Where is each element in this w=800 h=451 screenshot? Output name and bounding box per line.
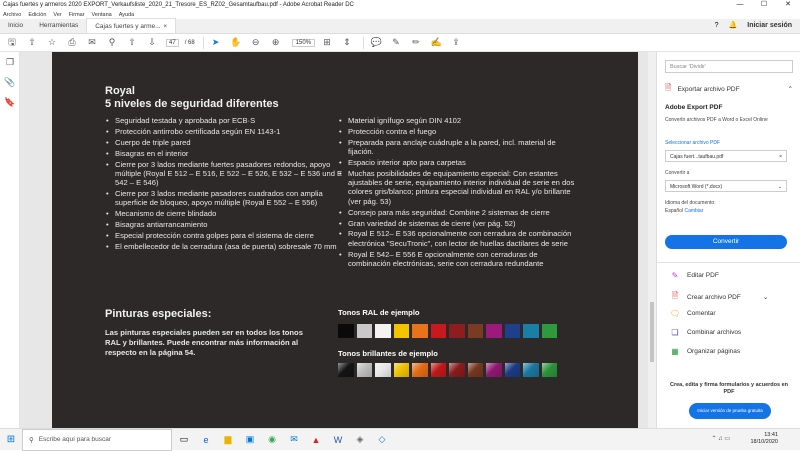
list-item: • El embellecedor de la cerradura (asa de puerta) sobresale 70 mm [105, 242, 350, 251]
list-item: • Cierre por 3 lados mediante fuertes pasadores redondos, apoyo múltiple (Royal E 512 – E 516, E 522 – E 526, E 532 – E 536 und E 542 – E 546) [105, 160, 350, 188]
list-item: • Cuerpo de triple pared [105, 138, 350, 147]
print-icon[interactable]: ⎙ [68, 37, 76, 47]
heading-royal: Royal [105, 85, 135, 97]
tool-edit-pdf[interactable] [669, 271, 719, 280]
ral-color-swatch [357, 324, 373, 338]
ral-swatches-title: Tonos RAL de ejemplo [338, 308, 420, 317]
export-pdf-header[interactable] [665, 82, 793, 96]
list-item: • Royal E 542– E 556 E opcionalmente con cerraduras de combinación electrónicas, serie con cerradura redundante [338, 250, 578, 269]
ral-color-swatch [412, 324, 428, 338]
adobe-export-pdf-block [665, 104, 793, 124]
list-item: • Protección contra el fuego [338, 127, 578, 136]
select-file-label[interactable]: Seleccionar archivo PDF [665, 140, 721, 146]
bookmark-icon[interactable]: 🔖 [4, 96, 16, 107]
left-navigation-rail [0, 52, 20, 428]
tabbar-right [715, 21, 792, 29]
gloss-color-swatch [375, 363, 391, 377]
maximize-button[interactable]: ☐ [760, 1, 768, 8]
tab-bar [0, 19, 800, 34]
tool-label: Editar PDF [687, 272, 719, 279]
panel-divider [657, 262, 800, 263]
list-item: • Bisagras antiarrancamiento [105, 220, 350, 229]
comment-icon[interactable]: 💬 [370, 37, 382, 47]
list-item: • Material ignífugo según DIN 4102 [338, 116, 578, 125]
hand-icon[interactable]: ✋ [230, 37, 242, 47]
minimize-button[interactable]: — [736, 1, 744, 8]
tool-create-pdf[interactable] [669, 290, 768, 304]
tool-comment[interactable] [669, 309, 716, 318]
sign-icon[interactable]: ✍ [430, 37, 442, 47]
list-item: • Espacio interior apto para carpetas [338, 158, 578, 167]
list-item: • Mecanismo de cierre blindado [105, 209, 350, 218]
tab-document-label: Cajas fuertes y arme... [95, 23, 161, 30]
mail-icon[interactable]: ✉ [88, 37, 96, 47]
combine-files-icon: ❏ [671, 328, 679, 337]
page-number-input[interactable]: 47 [166, 39, 179, 47]
gloss-swatches-title: Tonos brillantes de ejemplo [338, 349, 438, 358]
taskbar-search[interactable] [22, 429, 172, 451]
aep-title: Adobe Export PDF [665, 104, 723, 111]
toolbar-divider [363, 37, 364, 49]
language-value: Español [665, 208, 684, 214]
windows-taskbar [0, 428, 800, 450]
ral-color-swatch [394, 324, 410, 338]
chevron-down-icon: ⌄ [777, 184, 782, 190]
upload-icon[interactable]: ⇧ [28, 37, 36, 47]
window-titlebar [0, 0, 800, 10]
language-label: Idioma del documento: [665, 200, 716, 206]
list-item: • Cierre por 3 lados mediante pasadores cuadrados con amplia superficie de bloqueo, apoyo múltiple (Royal E 552 – E 556) [105, 189, 350, 208]
search-icon: ⚲ [29, 436, 34, 444]
ral-color-swatch [338, 324, 354, 338]
convert-format-select[interactable] [665, 180, 787, 192]
taskbar-clock[interactable] [750, 432, 778, 446]
ral-color-swatch [449, 324, 465, 338]
gloss-color-swatch [468, 363, 484, 377]
tab-tools[interactable]: Herramientas [39, 22, 79, 29]
ral-swatch-row [338, 324, 557, 338]
pages-thumbnail-icon[interactable]: ❐ [5, 56, 15, 67]
highlight-icon[interactable]: ✎ [392, 37, 400, 47]
chrome-icon[interactable]: ◉ [268, 434, 276, 444]
share-icon[interactable]: ⇪ [452, 37, 460, 47]
language-row [665, 208, 703, 214]
export-pdf-icon: 🗎 [665, 83, 672, 92]
list-item: • Consejo para más seguridad: Combine 2 sistemas de cierre [338, 208, 578, 217]
window-title: Cajas fuertes y armeros 2020 EXPORT_Verkaufsliste_2020_21_Tresore_ES_RZ02_Gesamtaufbau.pdf - Adobe Acrobat Reader DC [3, 2, 354, 8]
convert-format-value: Microsoft Word (*.docx) [670, 184, 723, 190]
signin-button[interactable]: Iniciar sesión [747, 21, 792, 29]
save-icon[interactable]: 🖫 [8, 36, 16, 47]
word-icon[interactable]: W [333, 434, 343, 445]
system-tray-icons[interactable]: ⌃ ♫ ▭ [711, 436, 730, 442]
document-viewer[interactable] [20, 52, 656, 428]
close-button[interactable]: ✕ [785, 1, 791, 8]
list-item: • Royal E 512– E 536 opcionalmente con cerradura de combinación electrónica "SecuTronic", con lector de huellas dactilares de serie [338, 229, 578, 248]
gloss-color-swatch [338, 363, 354, 377]
file-explorer-icon[interactable]: ▆ [224, 434, 232, 444]
selected-file-field[interactable] [665, 150, 787, 162]
tab-home[interactable]: Inicio [8, 22, 24, 29]
ral-color-swatch [468, 324, 484, 338]
tools-pane [656, 52, 800, 428]
selected-file-name: Cajas fuert...taufbau.pdf [670, 154, 724, 160]
menu-edicion[interactable]: Edición [28, 11, 47, 18]
clock-time: 13:41 [764, 432, 778, 438]
change-language-link[interactable]: Cambiar [684, 208, 704, 214]
scroll-mode-icon[interactable]: ⇕ [343, 37, 351, 47]
create-pdf-icon: 🗎 [671, 291, 679, 300]
edit-pdf-icon: ✎ [671, 271, 679, 280]
bell-icon[interactable]: 🔔 [728, 22, 738, 29]
chevron-down-icon[interactable]: ⌄ [762, 294, 769, 301]
menu-ayuda[interactable]: Ayuda [118, 11, 135, 18]
ral-color-swatch [486, 324, 502, 338]
convert-button[interactable]: Convertir [665, 235, 787, 249]
special-paint-paragraph: Las pinturas especiales pueden ser en todos los tonos RAL y brillantes. Puede encontrar más información al respecto en la página 54. [105, 328, 303, 357]
tool-label: Organizar páginas [687, 348, 741, 355]
gloss-swatch-row [338, 363, 557, 377]
taskbar-search-text: Escribe aquí para buscar [38, 436, 112, 443]
attachment-icon[interactable]: 📎 [4, 76, 16, 87]
app-icon[interactable]: ◇ [378, 434, 386, 444]
collapse-chevron-icon[interactable]: ⌃ [787, 86, 793, 93]
acrobat-icon[interactable]: ▲ [311, 434, 321, 445]
free-trial-button[interactable]: Iniciar versión de prueba gratuita [689, 403, 771, 419]
star-icon[interactable]: ☆ [47, 37, 57, 47]
page-heading [105, 85, 279, 111]
tab-document[interactable] [86, 18, 176, 33]
promo-text: Crea, edita y firma formularios y acuerdos en PDF [670, 382, 788, 395]
draw-icon[interactable]: ✏ [412, 37, 420, 47]
tool-organize[interactable] [669, 347, 740, 356]
heading-levels: 5 niveles de seguridad diferentes [105, 98, 279, 110]
main-toolbar [0, 34, 800, 52]
features-list-right [338, 116, 578, 270]
edge-icon[interactable]: e [203, 434, 209, 445]
list-item: • Seguridad testada y aprobada por ECB·S [105, 116, 350, 125]
gloss-color-swatch [357, 363, 373, 377]
features-list-left [105, 116, 350, 253]
zoom-select[interactable]: 150% [292, 39, 315, 47]
windows-start-icon[interactable]: ⊞ [6, 434, 16, 445]
tool-label: Comentar [687, 310, 716, 317]
zoom-out-icon[interactable]: ⊖ [251, 37, 260, 47]
list-item: • Muchas posibilidades de equipamiento especial: Con estantes ajustables de serie, equipamiento interior individual de serie en dos colores gris/blanco; pintura especial individual en RAL y/o brillante (ver pág. 53) [338, 169, 578, 206]
gloss-color-swatch [431, 363, 447, 377]
tools-search-input[interactable]: Buscar 'Dividir' [665, 60, 793, 73]
list-item: • Bisagras en el interior [105, 149, 350, 158]
help-icon[interactable]: ? [714, 21, 719, 29]
ral-color-swatch [542, 324, 558, 338]
list-item: • Protección antirrobo certificada según EN 1143-1 [105, 127, 350, 136]
gloss-color-swatch [505, 363, 521, 377]
export-pdf-title: Exportar archivo PDF [677, 85, 740, 93]
list-item: • Preparada para anclaje cuádruple a la pared, incl. material de fijación. [338, 138, 578, 157]
page-total: / 68 [184, 39, 195, 46]
search-icon[interactable]: ⚲ [108, 37, 116, 47]
page-up-icon[interactable]: ⇧ [128, 37, 136, 47]
mail-icon[interactable]: ✉ [290, 434, 298, 444]
zoom-in-icon[interactable]: ⊕ [271, 37, 280, 47]
app-icon[interactable]: ◈ [356, 434, 364, 444]
ral-color-swatch [375, 324, 391, 338]
vertical-scrollbar[interactable] [648, 52, 656, 428]
gloss-color-swatch [412, 363, 428, 377]
ral-color-swatch [505, 324, 521, 338]
gloss-color-swatch [542, 363, 558, 377]
gloss-color-swatch [486, 363, 502, 377]
select-cursor-icon[interactable]: ➤ [211, 37, 220, 47]
fit-page-icon[interactable]: ⊞ [323, 37, 331, 47]
tool-label: Crear archivo PDF [687, 293, 741, 301]
task-view-icon[interactable]: ▭ [179, 434, 189, 444]
ral-color-swatch [523, 324, 539, 338]
convert-to-label: Convertir a [665, 170, 690, 176]
aep-subtitle: Convertir archivos PDF a Word o Excel Online [665, 117, 768, 123]
special-paint-heading: Pinturas especiales: [105, 308, 212, 320]
remove-file-icon[interactable]: × [779, 154, 782, 160]
menu-ver[interactable]: Ver [53, 11, 62, 18]
list-item: • Gran variedad de sistemas de cierre (ver pág. 52) [338, 219, 578, 228]
menu-archivo[interactable]: Archivo [3, 11, 22, 18]
store-icon[interactable]: ▣ [245, 434, 255, 444]
gloss-color-swatch [523, 363, 539, 377]
tool-label: Combinar archivos [687, 329, 742, 336]
gloss-color-swatch [449, 363, 465, 377]
comment-icon: 🗨 [669, 309, 681, 318]
toolbar-divider [203, 37, 204, 49]
scrollbar-thumb[interactable] [650, 302, 654, 362]
clock-date: 18/10/2020 [750, 439, 778, 445]
tab-close-icon[interactable]: × [163, 23, 168, 30]
ral-color-swatch [431, 324, 447, 338]
gloss-color-swatch [394, 363, 410, 377]
menu-firmar[interactable]: Firmar [68, 11, 85, 18]
list-item: • Especial protección contra golpes para el sistema de cierre [105, 231, 350, 240]
window-controls [728, 0, 800, 10]
page-down-icon[interactable]: ⇩ [148, 37, 156, 47]
organize-pages-icon: ▦ [671, 347, 679, 356]
pdf-page [52, 52, 638, 428]
menu-ventana[interactable]: Ventana [91, 11, 112, 18]
tool-combine[interactable] [669, 328, 741, 337]
